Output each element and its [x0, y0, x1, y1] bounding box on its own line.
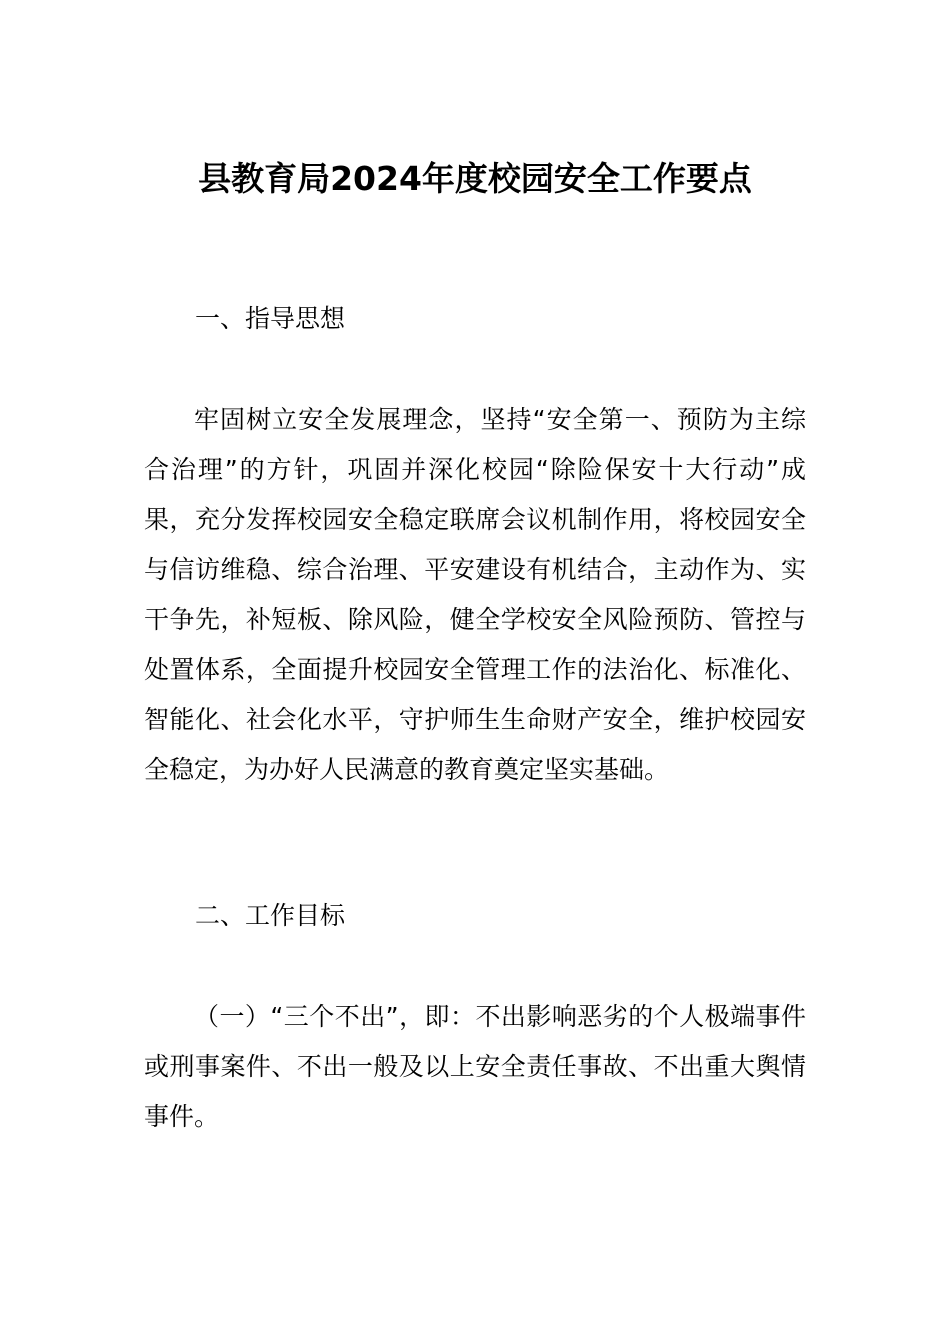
document-title: 县教育局2024年度校园安全工作要点	[198, 159, 752, 198]
section-heading-work-goals: 二、工作目标	[195, 901, 346, 930]
section-heading-guiding-ideology: 一、指导思想	[195, 304, 346, 333]
section-paragraph-three-nots: （一）“三个不出”，即：不出影响恶劣的个人极端事件或刑事案件、不出一般及以上安全责任事故、不出重大舆情事件。	[144, 1002, 806, 1131]
section-paragraph-guiding-ideology: 牢固树立安全发展理念，坚持“安全第一、预防为主综合治理”的方针，巩固并深化校园“除险保安十大行动”成果，充分发挥校园安全稳定联席会议机制作用，将校园安全与信访维稳、综合治理、平安建设有机结合，主动作为、实干争先，补短板、除风险，健全学校安全风险预防、管控与处置体系，全面提升校园安全管理工作的法治化、标准化、智能化、社会化水平，守护师生生命财产安全，维护校园安全稳定，为办好人民满意的教育奠定坚实基础。	[144, 405, 806, 784]
